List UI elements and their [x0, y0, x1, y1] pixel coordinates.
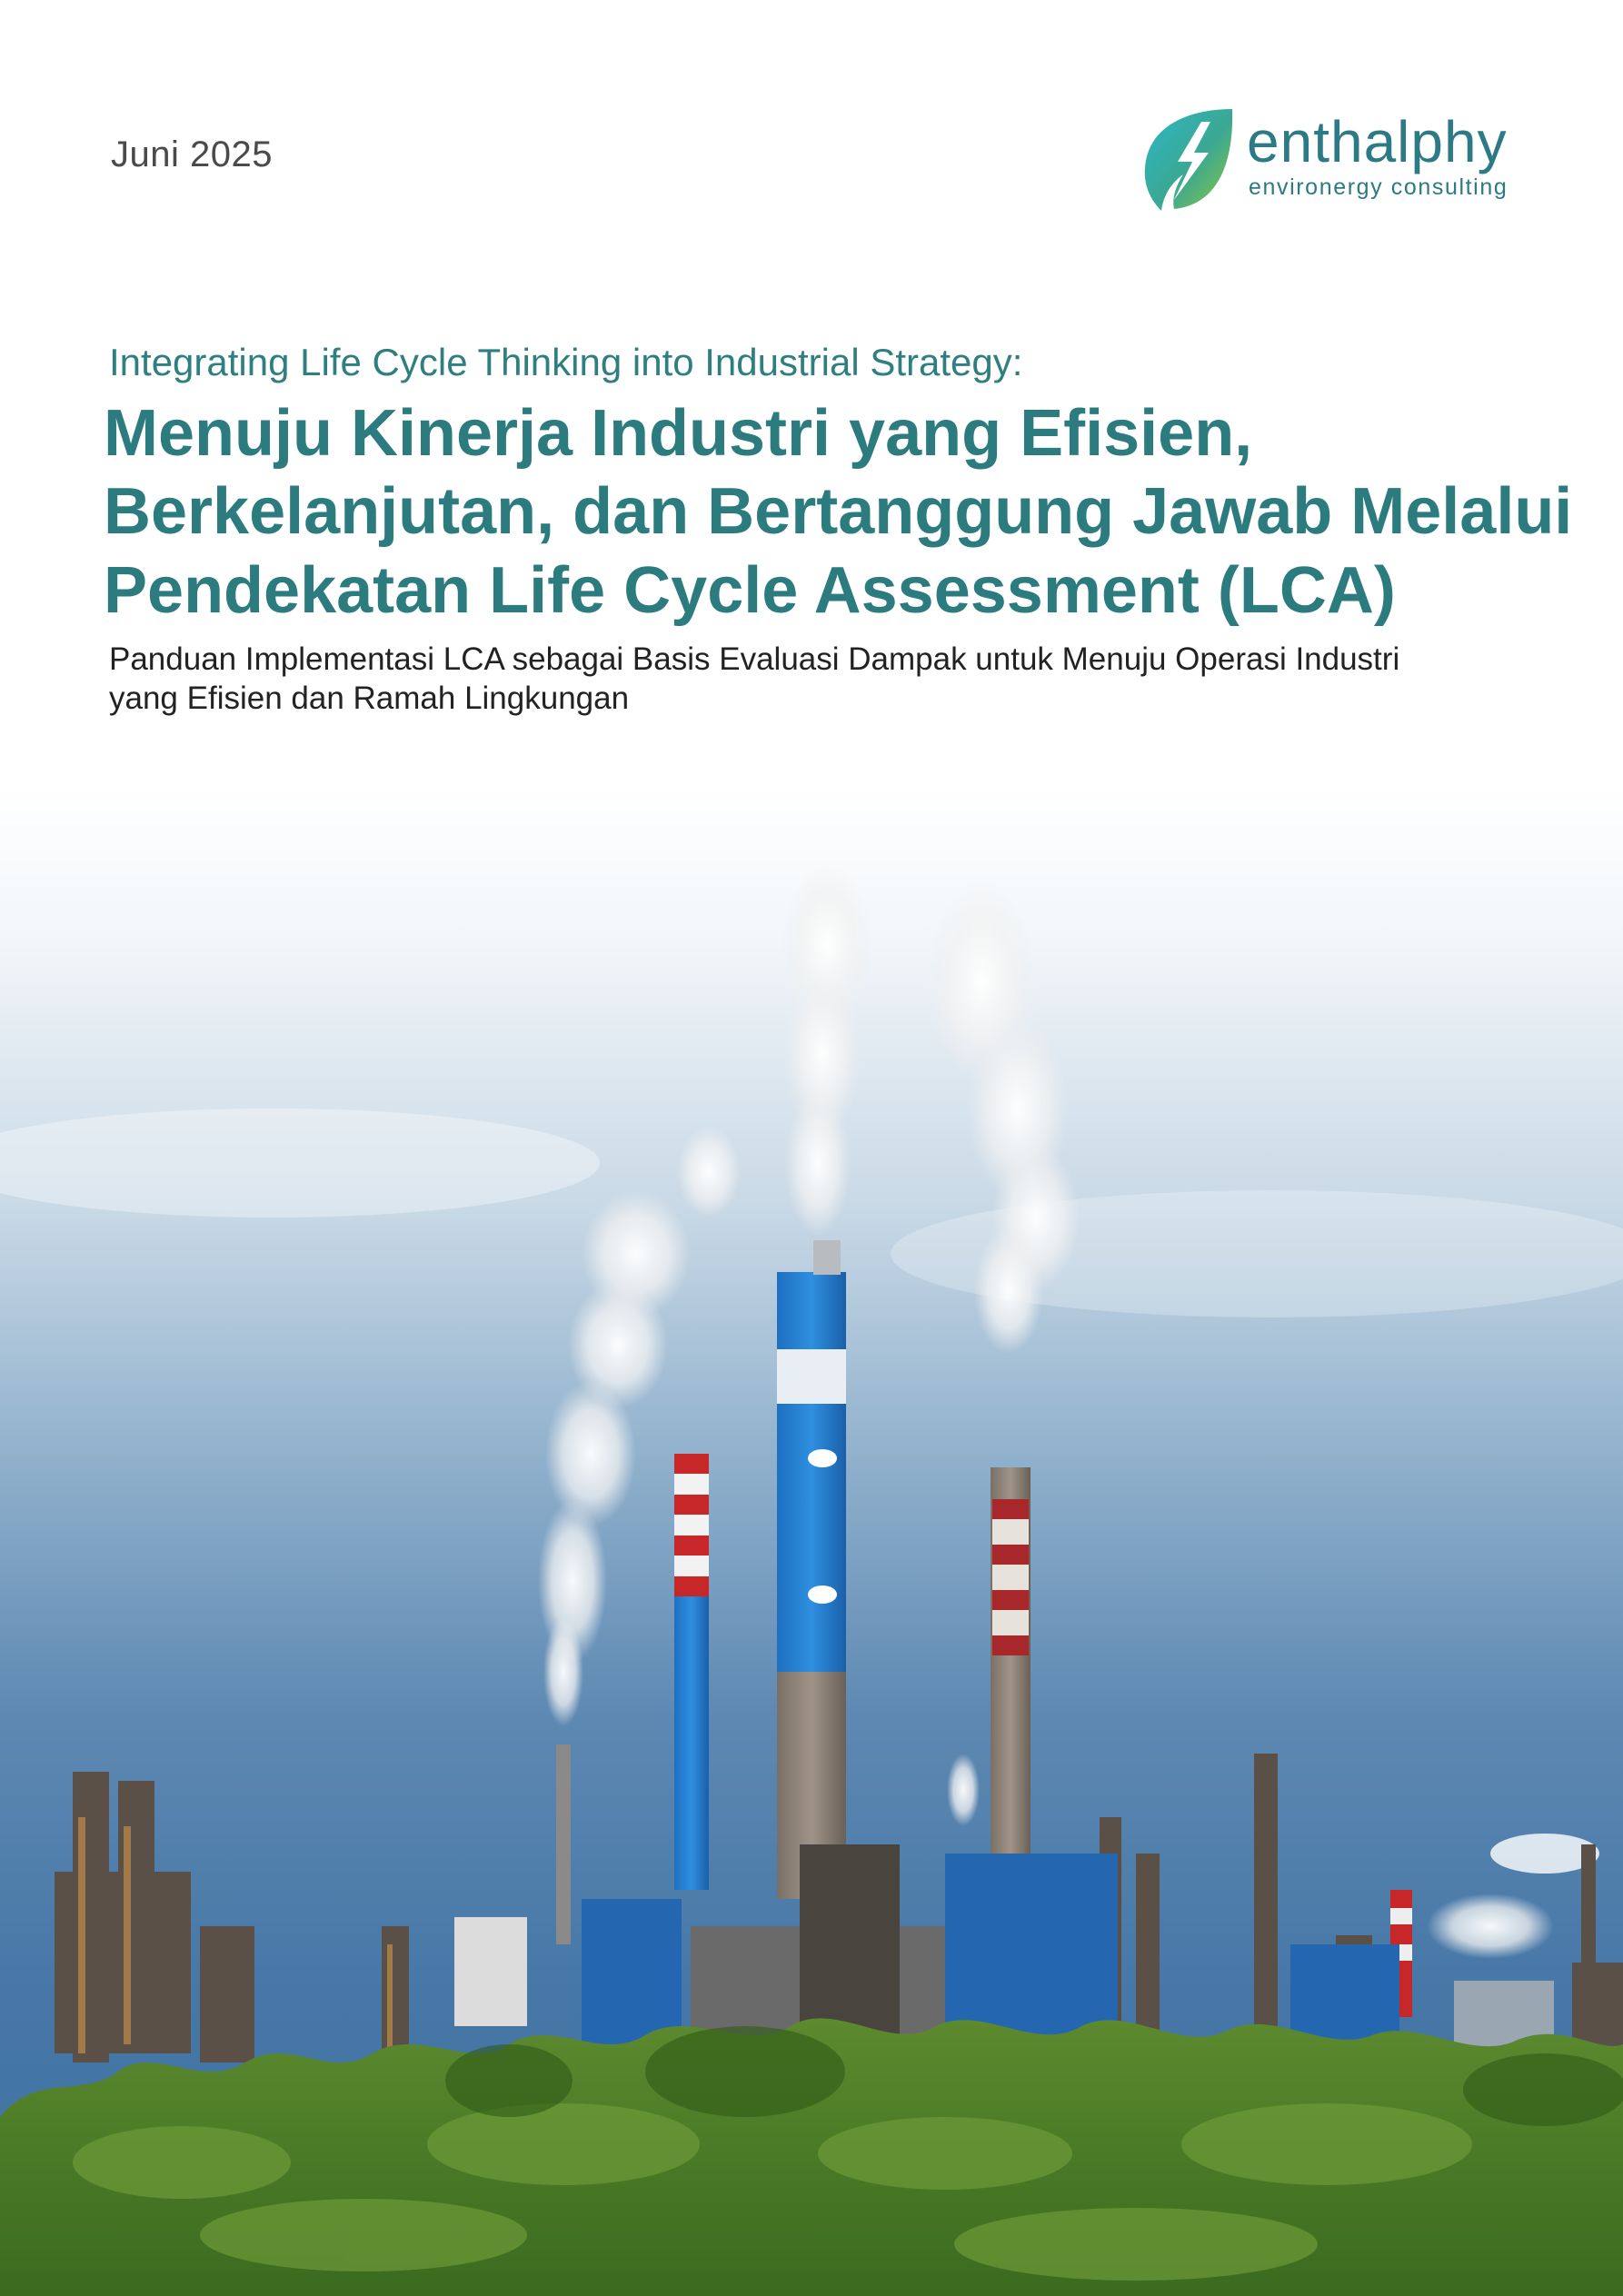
leaf-lightning-icon	[1138, 105, 1236, 213]
title-line: Berkelanjutan, dan Bertanggung Jawab Melalui	[104, 475, 1573, 549]
company-logo	[1138, 105, 1519, 214]
title-line: Pendekatan Life Cycle Assessment (LCA)	[104, 553, 1396, 627]
subtitle-line: yang Efisien dan Ramah Lingkungan	[109, 681, 630, 717]
cover-kicker: Integrating Life Cycle Thinking into Industrial Strategy:	[109, 341, 1023, 383]
cover-subtitle	[109, 640, 1527, 719]
title-line: Menuju Kinerja Industri yang Efisien,	[104, 397, 1253, 470]
industrial-chimneys-photo	[0, 781, 1623, 2296]
subtitle-line: Panduan Implementasi LCA sebagai Basis Evaluasi Dampak untuk Menuju Operasi Industri	[109, 641, 1400, 677]
logo-tagline: environergy consulting	[1249, 174, 1508, 200]
cover-title	[104, 394, 1573, 630]
publication-date: Juni 2025	[111, 134, 273, 174]
logo-name: enthalphy	[1247, 109, 1508, 174]
